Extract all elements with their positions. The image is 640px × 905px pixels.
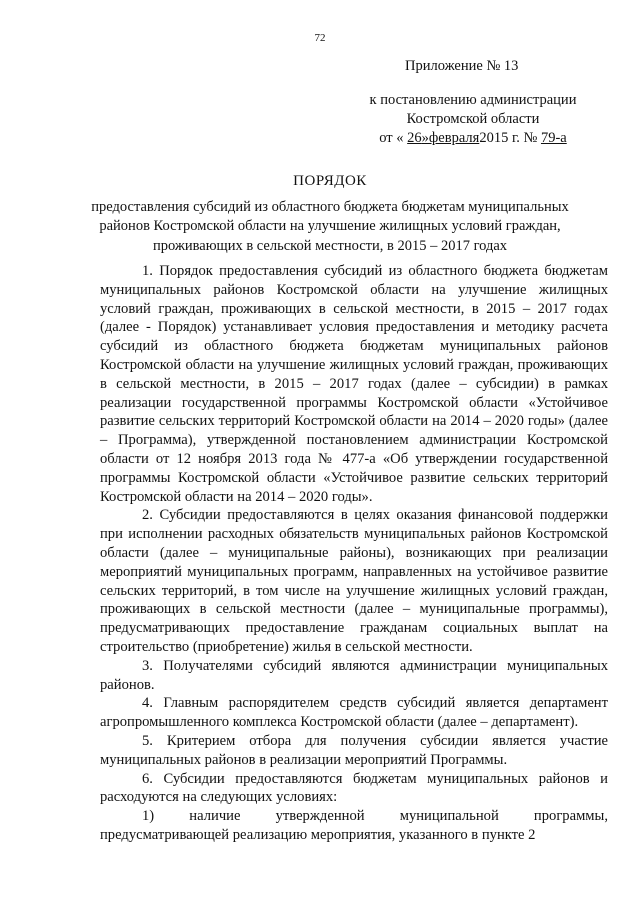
resolution-number: 79-а bbox=[540, 130, 567, 146]
document-body bbox=[100, 262, 608, 845]
attachment-date-line bbox=[360, 129, 586, 148]
attachment-resolution-line: к постановлению администрации bbox=[369, 92, 577, 108]
date-month: »февраля bbox=[421, 130, 480, 146]
paragraph-6-item-1: 1) наличие утвержденной муниципальной программы, предусматривающей реализацию мероприятия, указанного в пункте 2 bbox=[100, 808, 608, 843]
paragraph-5: 5. Критерием отбора для получения субсидии является участие муниципальных районов в реализации мероприятий Программы. bbox=[100, 732, 608, 768]
date-year: 2015 г. № bbox=[479, 130, 538, 146]
attachment-line-2 bbox=[360, 110, 586, 129]
paragraph-1: 1. Порядок предоставления субсидий из областного бюджета бюджетам муниципальных районов Костромской области на улучшение жилищных условий граждан, проживающих в сельской местности, в 2015 – 2017 годах (далее - Порядок) устанавливает условия предоставления и методику расчета субсидий из областного бюджета бюджетам муниципальных районов Костромской области на улучшение жилищных условий граждан, проживающих в сельской местности, в 2015 – 2017 годах (далее – субсидии) в рамках реализации государственной программы Костромской области «Устойчивое развитие сельских территорий Костромской области на 2014 – 2020 годы» (далее – Программа), утвержденной постановлением администрации Костромской области от 12 ноября 2013 года № 477-а «Об утверждении государственной программы Костромской области «Устойчивое развитие сельских территорий Костромской области на 2014 – 2020 годы». bbox=[100, 263, 608, 505]
heading-title: ПОРЯДОК bbox=[293, 173, 367, 189]
heading-line-3: проживающих в сельской местности, в 2015 – 2017 годах bbox=[152, 237, 508, 254]
date-day: 26 bbox=[407, 130, 422, 146]
paragraph-6: 6. Субсидии предоставляются бюджетам муниципальных районов и расходуются на следующих условиях: bbox=[100, 770, 608, 806]
attachment-title: Приложение № 13 bbox=[405, 58, 519, 74]
date-prefix: от « bbox=[379, 130, 404, 146]
paragraph-3: 3. Получателями субсидий являются администрации муниципальных районов. bbox=[100, 657, 608, 693]
page-number: 72 bbox=[314, 32, 326, 44]
attachment-line-1 bbox=[360, 91, 586, 110]
document-heading bbox=[60, 172, 600, 256]
paragraph-4: 4. Главным распорядителем средств субсидий является департамент агропромышленного комплекса Костромской области (далее – департамент). bbox=[100, 695, 608, 731]
heading-line-2: районов Костромской области на улучшение жилищных условий граждан, bbox=[99, 218, 561, 234]
paragraph-2: 2. Субсидии предоставляются в целях оказания финансовой поддержки при исполнении расходных обязательств муниципальных районов Костромской области (далее – муниципальные районы), возникающих при реализации мероприятий муниципальных программ, направленных на устойчивое развитие сельских территорий, в том числе на улучшение жилищных условий граждан, проживающих в сельской местности (далее – муниципальные программы), предусматривающих предоставление гражданам социальных выплат на строительство (приобретение) жилья в сельской местности. bbox=[100, 507, 608, 655]
attachment-region-line: Костромской области bbox=[406, 111, 540, 127]
heading-line-1: предоставления субсидий из областного бюджета бюджетам муниципальных bbox=[91, 198, 569, 215]
